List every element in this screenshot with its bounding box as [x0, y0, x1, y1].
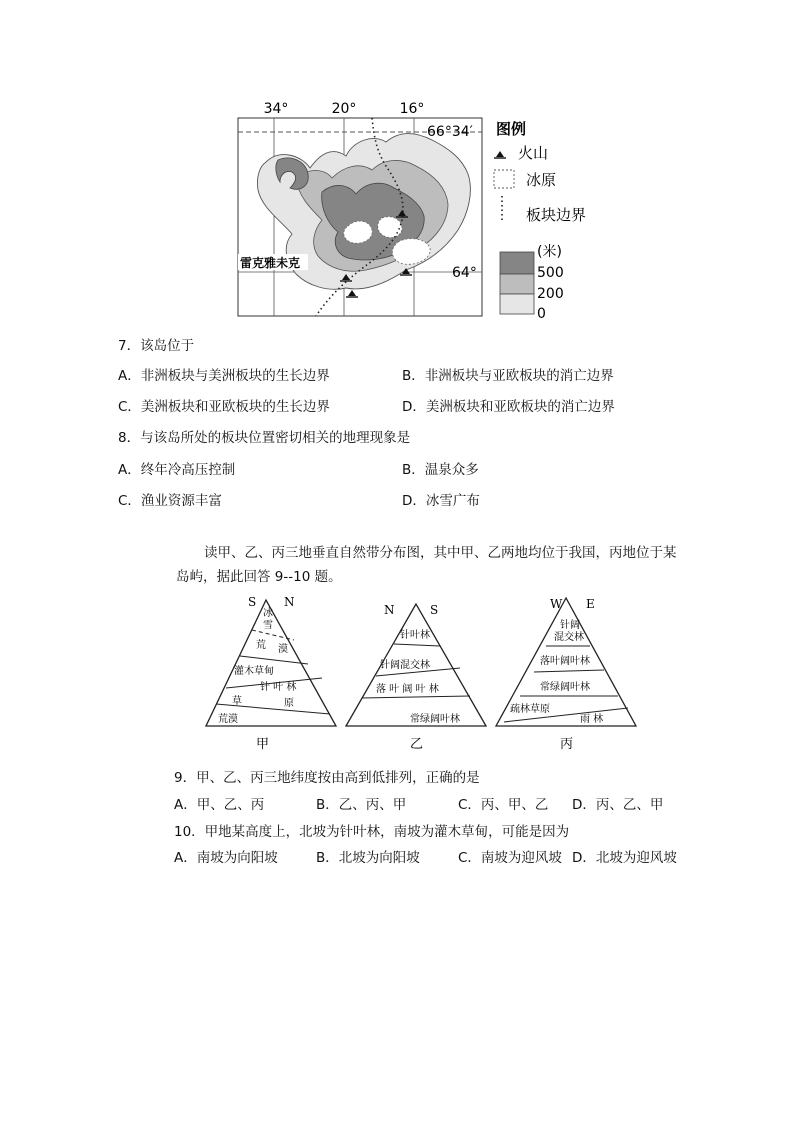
bing-caption: 丙 — [560, 737, 574, 752]
yi-caption: 乙 — [410, 737, 424, 752]
yi-band-conifer: 针叶林 — [400, 630, 430, 641]
passage-line-2: 岛屿，据此回答 9--10 题。 — [176, 569, 342, 585]
lon-label-20: 20° — [331, 101, 357, 117]
bing-left-label: W — [550, 597, 563, 611]
q8-option-b[interactable]: B．温泉众多 — [402, 462, 479, 478]
iceland-map-figure — [236, 96, 587, 322]
jia-band-conifer: 针 叶 林 — [260, 682, 297, 693]
q10-stem: 10．甲地某高度上，北坡为针叶林，南坡为灌木草甸，可能是因为 — [174, 824, 570, 840]
triangle-bing — [496, 597, 636, 752]
bing-band-mixed-2: 混交林 — [554, 632, 584, 643]
iceland-map — [236, 96, 587, 322]
triangle-jia — [206, 595, 336, 752]
q9-option-c[interactable]: C．丙、甲、乙 — [458, 797, 549, 813]
jia-band-desert-2: 漠 — [278, 644, 288, 655]
bing-band-rainforest: 雨 林 — [580, 714, 604, 725]
q7-option-a[interactable]: A．非洲板块与美洲板块的生长边界 — [118, 368, 330, 384]
city-label: 雷克雅未克 — [240, 256, 301, 270]
q9-option-d[interactable]: D．丙、乙、甲 — [572, 797, 664, 813]
jia-band-ice: 冰 — [263, 608, 273, 619]
jia-band-desert-1: 荒 — [256, 640, 266, 651]
bing-right-label: E — [586, 597, 595, 611]
yi-band-deciduous: 落 叶 阔 叶 林 — [376, 684, 439, 695]
yi-left-label: N — [384, 603, 395, 617]
bing-band-deciduous: 落叶阔叶林 — [540, 656, 590, 667]
legend-level-200: 200 — [537, 286, 564, 302]
lon-label-34: 34° — [263, 101, 289, 117]
yi-band-mixed: 针阔混交林 — [380, 660, 430, 671]
q10-option-d[interactable]: D．北坡为迎风坡 — [572, 850, 677, 866]
jia-left-label: S — [248, 595, 257, 609]
q9-stem: 9．甲、乙、丙三地纬度按由高到低排列，正确的是 — [174, 770, 480, 786]
q7-option-c[interactable]: C．美洲板块和亚欧板块的生长边界 — [118, 399, 330, 415]
vertical-zone-diagrams — [204, 592, 664, 754]
jia-band-snow: 雪 — [263, 620, 273, 631]
jia-caption: 甲 — [256, 737, 270, 752]
legend-title: 图例 — [496, 120, 527, 138]
jia-band-shrub: 灌木草甸 — [234, 666, 274, 677]
q9-option-a[interactable]: A．甲、乙、丙 — [174, 797, 265, 813]
jia-right-label: N — [284, 595, 295, 609]
lat-label-arctic: 66°34′ — [427, 124, 473, 140]
jia-band-desert-base: 荒漠 — [218, 714, 238, 725]
legend-unit: (米) — [537, 244, 562, 260]
q10-option-b[interactable]: B．北坡为向阳坡 — [316, 850, 420, 866]
bing-band-savanna: 疏林草原 — [510, 704, 550, 715]
legend-level-500: 500 — [537, 265, 564, 281]
legend-ice-swatch — [494, 170, 514, 188]
jia-band-grass-2: 原 — [284, 698, 294, 709]
legend-ice-label: 冰原 — [526, 171, 557, 189]
q8-option-d[interactable]: D．冰雪广布 — [402, 493, 480, 509]
legend-volcano-icon — [494, 151, 506, 158]
q10-option-c[interactable]: C．南坡为迎风坡 — [458, 850, 562, 866]
lon-label-16: 16° — [399, 101, 425, 117]
q8-stem: 8．与该岛所处的板块位置密切相关的地理现象是 — [118, 430, 411, 446]
yi-band-evergreen: 常绿阔叶林 — [410, 714, 460, 725]
legend-elev-high — [500, 252, 534, 274]
legend-level-0: 0 — [537, 306, 546, 322]
legend-elev-mid — [500, 274, 534, 294]
legend-elev-low — [500, 294, 534, 314]
q7-option-b[interactable]: B．非洲板块与亚欧板块的消亡边界 — [402, 368, 614, 384]
q9-option-b[interactable]: B．乙、丙、甲 — [316, 797, 407, 813]
q7-option-d[interactable]: D．美洲板块和亚欧板块的消亡边界 — [402, 399, 615, 415]
bing-band-evergreen: 常绿阔叶林 — [540, 682, 590, 693]
jia-band-grass-1: 草 — [232, 696, 242, 707]
q8-option-a[interactable]: A．终年冷高压控制 — [118, 462, 236, 478]
q7-stem: 7．该岛位于 — [118, 338, 195, 354]
lat-label-64: 64° — [452, 265, 477, 281]
triangle-yi — [346, 603, 486, 752]
passage-line-1: 读甲、乙、丙三地垂直自然带分布图，其中甲、乙两地均位于我国，丙地位于某 — [204, 545, 677, 561]
yi-right-label: S — [430, 603, 439, 617]
q10-option-a[interactable]: A．南坡为向阳坡 — [174, 850, 278, 866]
q8-option-c[interactable]: C．渔业资源丰富 — [118, 493, 222, 509]
legend-volcano-label: 火山 — [518, 144, 549, 162]
vertical-zone-figure — [204, 592, 664, 754]
bing-band-mixed-1: 针阔 — [560, 620, 580, 631]
legend-plate-label: 板块边界 — [526, 206, 587, 224]
